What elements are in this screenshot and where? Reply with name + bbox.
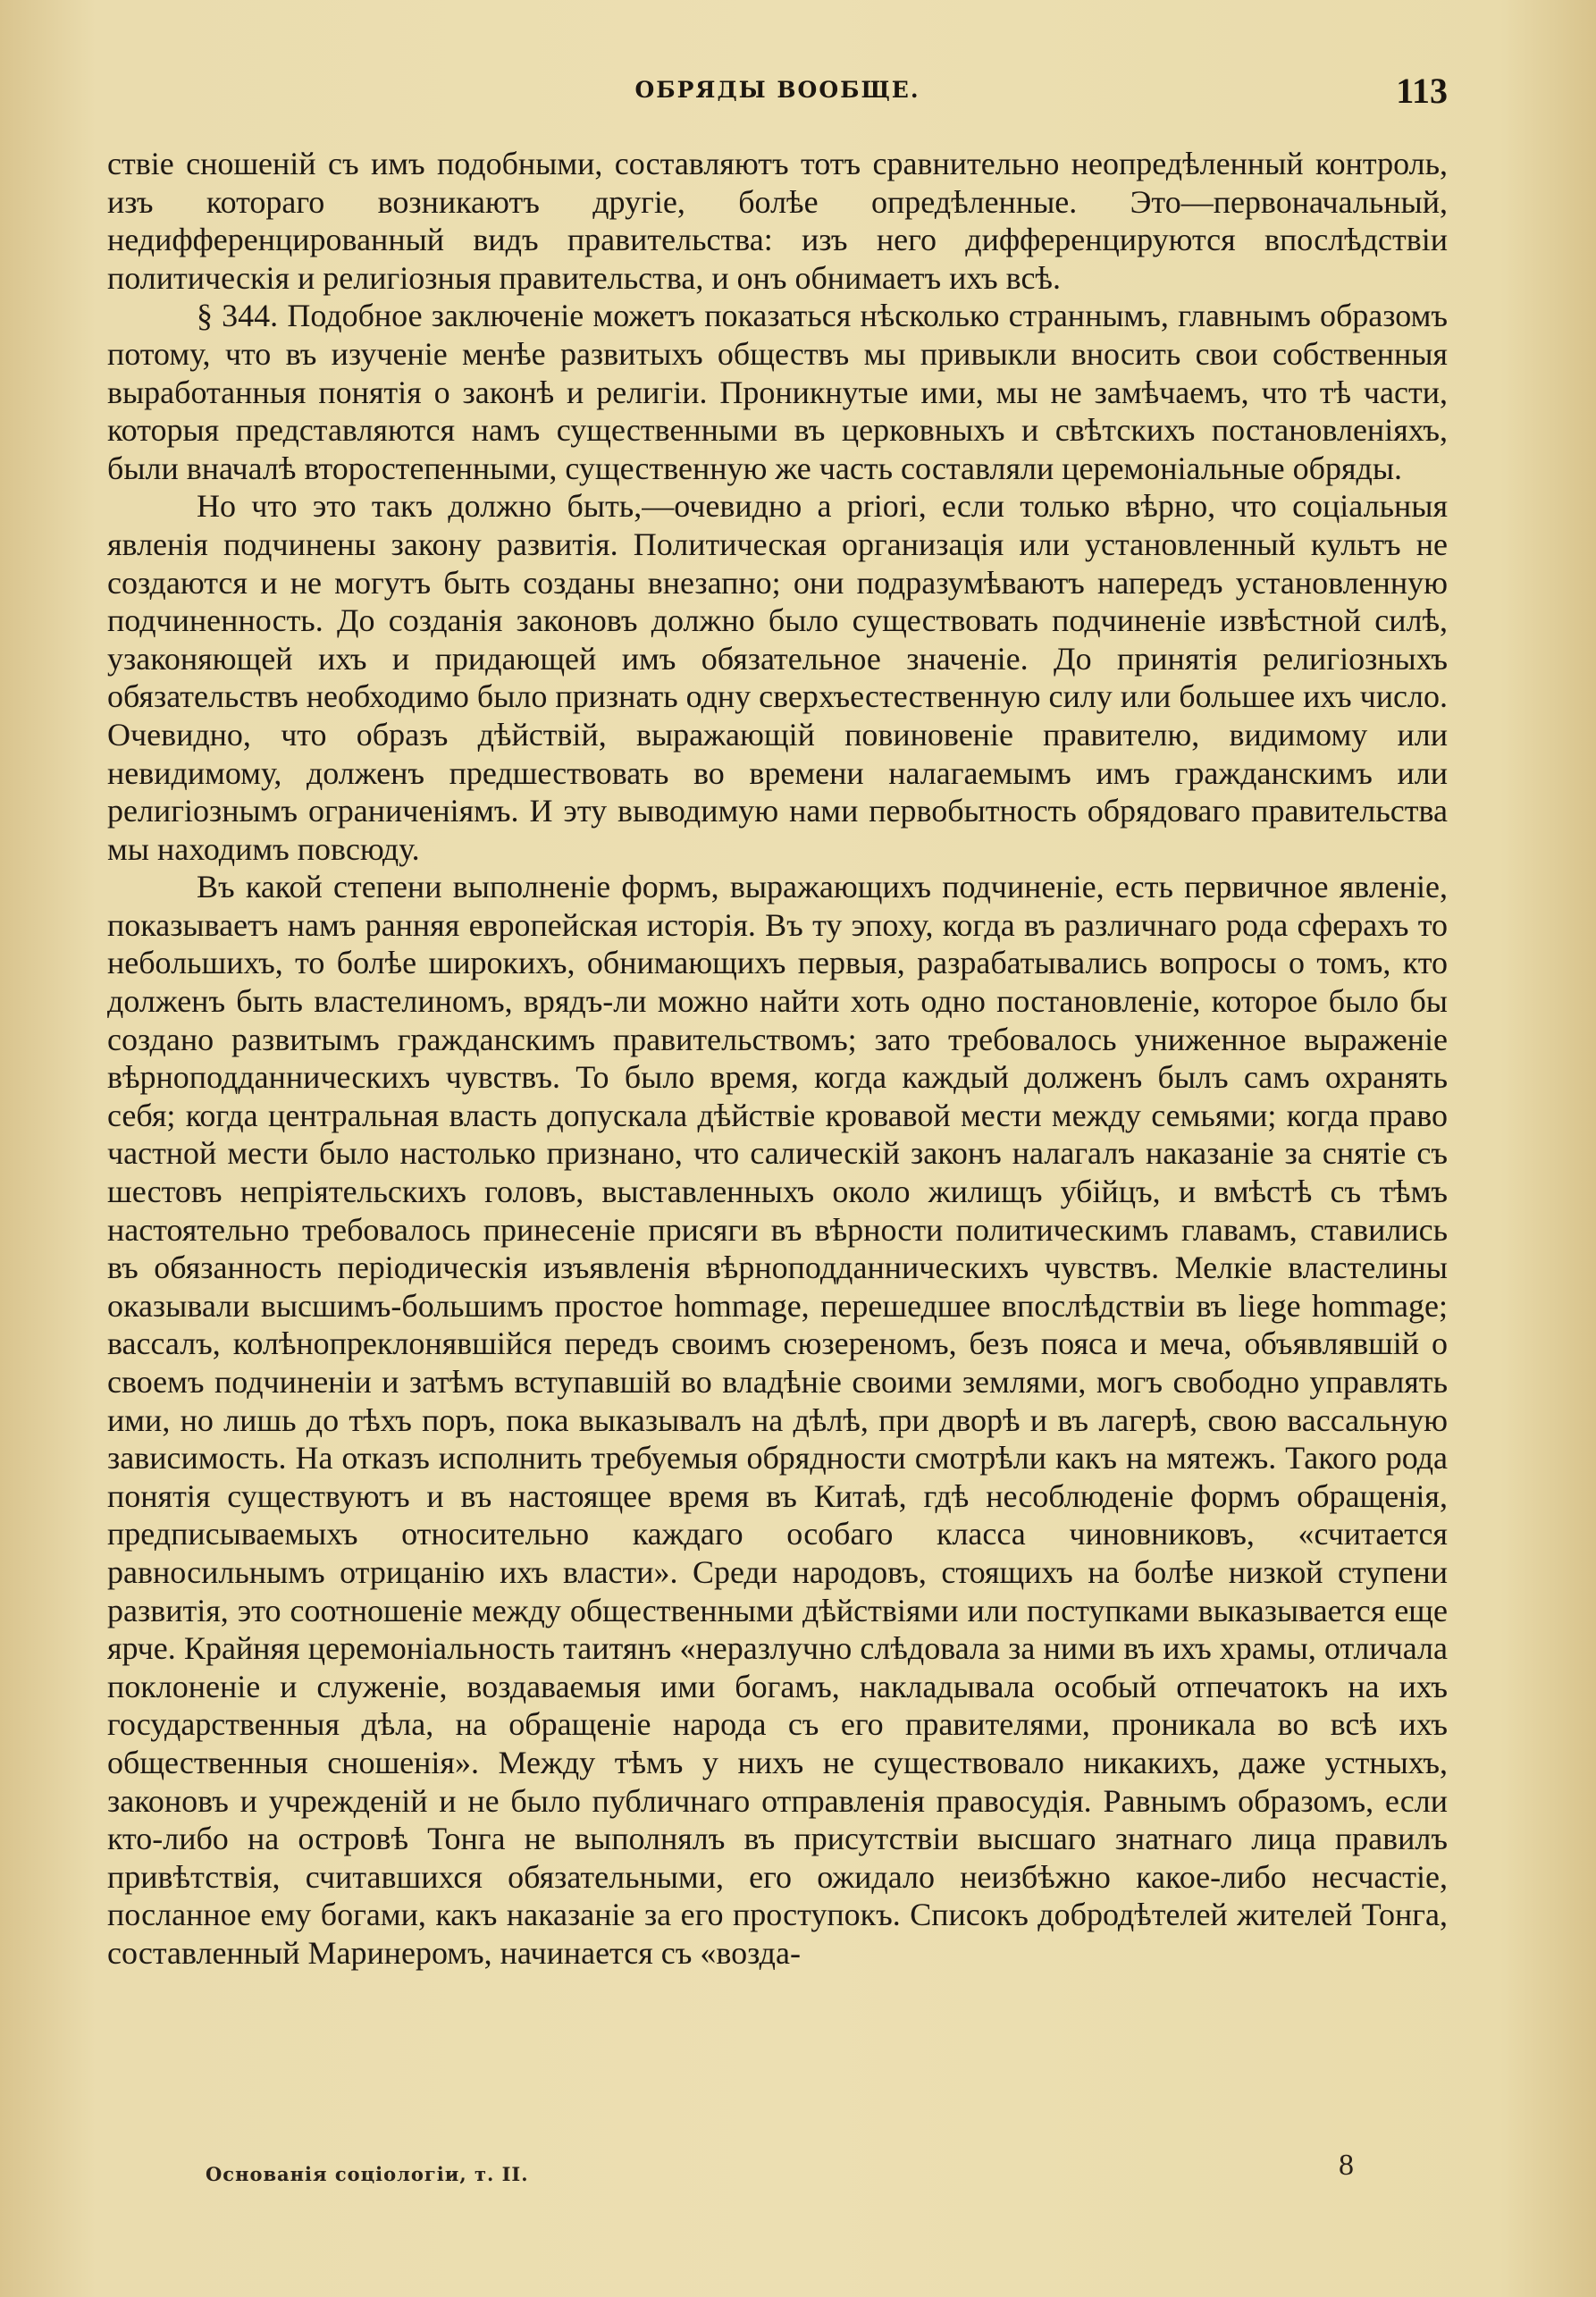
paragraph-section-344: § 344. Подобное заключеніе можетъ показаться нѣсколько страннымъ, главнымъ образомъ потому, что въ изученіе менѣе развитыхъ обществъ мы привыкли вносить свои собственныя выработанныя понятія о законѣ и религіи. Проникнутые ими, мы не замѣчаемъ, что тѣ части, которыя представляются намъ существенными въ церковныхъ и свѣтскихъ постановленіяхъ, были вначалѣ второстепенными, существенную же часть составляли церемоніальные обряды. <box>107 298 1448 486</box>
page-footer <box>107 2143 1448 2197</box>
paragraph-a-priori: Но что это такъ должно быть,—очевидно a priori, если только вѣрно, что соціальныя явленія подчинены закону развитія. Политическая организація или установленный культъ не создаются и не могутъ быть созданы внезапно; они подразумѣваютъ напередъ установленную подчиненность. До созданія законовъ должно было существовать подчиненіе извѣстной силѣ, узаконяющей ихъ и придающей имъ обязательное значеніе. До принятія религіозныхъ обязательствъ необходимо было признать одну сверхъестественную силу или большее ихъ число. Очевидно, что образъ дѣйствій, выражающій повиновеніе правителю, видимому или невидимому, долженъ предшествовать во времени налагаемымъ имъ гражданскимъ или религіознымъ ограниченіямъ. И эту выводимую нами первобытность обрядоваго правительства мы находимъ повсюду. <box>107 488 1448 867</box>
paragraph-european-history: Въ какой степени выполненіе формъ, выражающихъ подчиненіе, есть первичное явленіе, показываетъ намъ ранняя европейская исторія. Въ ту эпоху, когда въ различнаго рода сферахъ то небольшихъ, то болѣе широкихъ, обнимающихъ первыя, разрабатывались вопросы о томъ, кто долженъ быть властелиномъ, врядъ-ли можно найти хоть одно постановленіе, которое было бы создано развитымъ гражданскимъ правительствомъ; зато требовалось униженное выраженіе вѣрноподданническихъ чувствъ. То было время, когда каждый долженъ былъ самъ охранять себя; когда центральная власть допускала дѣйствіе кровавой мести между семьями; когда право частной мести было настолько признано, что салическій законъ налагалъ наказаніе за снятіе съ шестовъ непріятельскихъ головъ, выставленныхъ около жилищъ убійцъ, и вмѣстѣ съ тѣмъ настоятельно требовалось принесеніе присяги въ вѣрности политическимъ главамъ, ставились въ обязанность періодическія изъявленія вѣрноподданническихъ чувствъ. Мелкіе властелины оказывали высшимъ-большимъ простое hommage, перешедшее впослѣдствіи въ liege hommage; вассалъ, колѣнопреклонявшійся передъ своимъ сюзереномъ, безъ пояса и меча, объявлявшій о своемъ подчиненіи и затѣмъ вступавшій во владѣніе своими землями, могъ свободно управлять ими, но лишь до тѣхъ поръ, пока выказывалъ на дѣлѣ, при дворѣ и въ лагерѣ, свою вассальную зависимость. На отказъ исполнить требуемыя обрядности смотрѣли какъ на мятежъ. Такого рода понятія существуютъ и въ настоящее время въ Китаѣ, гдѣ несоблюденіе формъ обращенія, предписываемыхъ относительно каждаго особаго класса чиновниковъ, «считается равносильнымъ отрицанію ихъ власти». Среди народовъ, стоящихъ на болѣе низкой ступени развитія, это соотношеніе между общественными дѣйствіями или поступками выказывается еще ярче. Крайняя церемоніальность таитянъ «неразлучно слѣдовала за ними въ ихъ храмы, отличала поклоненіе и служеніе, воздаваемыя ими богамъ, накладывала особый отпечатокъ на ихъ государственныя дѣла, на обращеніе народа съ его правителями, проникала во всѣ ихъ общественныя сношенія». Между тѣмъ у нихъ не существовало никакихъ, даже устныхъ, законовъ и учрежденій и не было публичнаго отправленія правосудія. Равнымъ образомъ, если кто-либо на островѣ Тонга не выполнялъ въ присутствіи высшаго знатнаго лица правилъ привѣтствія, считавшихся обязательными, его ожидало неизбѣжно какое-либо несчастіе, посланное ему богами, какъ наказаніе за его проступокъ. Списокъ добродѣтелей жителей Тонга, составленный Маринеромъ, начинается съ «возда- <box>107 869 1448 1971</box>
body-text <box>107 145 1448 1973</box>
footer-signature: Основанія соціологіи, т. II. <box>206 2163 529 2185</box>
page-number: 113 <box>1396 71 1448 111</box>
running-title: ОБРЯДЫ ВООБЩЕ. <box>634 77 920 103</box>
sheet-mark: 8 <box>1339 2149 1354 2182</box>
page-header <box>107 70 1448 114</box>
paragraph-continuation: ствіе сношеній съ имъ подобными, составляютъ тотъ сравнительно неопредѣленный контроль, изъ котораго возникаютъ другіе, болѣе опредѣленные. Это—первоначальный, недифференцированный видъ правительства: изъ него дифференцируются впослѣдствіи политическія и религіозныя правительства, и онъ обнимаетъ ихъ всѣ. <box>107 146 1448 296</box>
